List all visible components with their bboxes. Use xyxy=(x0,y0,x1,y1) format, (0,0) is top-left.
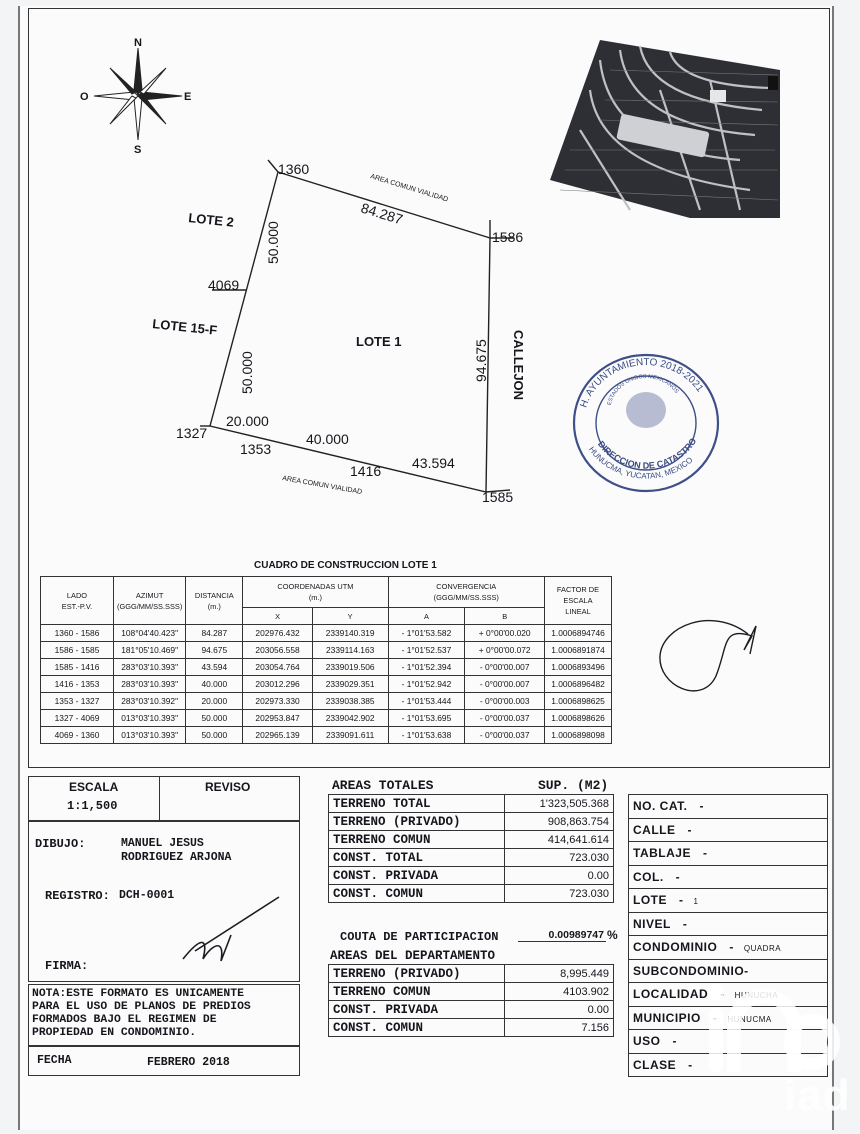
firma-signature xyxy=(169,895,289,975)
table-row: 1353 - 1327 283°03'10.392" 20.000 202973.330 2339038.385 - 1°01'53.444 - 0°00'00.003 1.0006898625 xyxy=(41,693,612,710)
point-1327: 1327 xyxy=(176,425,208,441)
dibujo-name-2: RODRIGUEZ ARJONA xyxy=(121,851,232,864)
catastro-seal xyxy=(566,348,726,498)
hdr-factor: FACTOR DE ESCALA LINEAL xyxy=(545,577,612,625)
dim-43594: 43.594 xyxy=(412,455,455,471)
point-4069: 4069 xyxy=(208,277,240,293)
table-row: CONST. COMUN 7.156 xyxy=(329,1019,614,1037)
table-row: CLASE - xyxy=(629,1053,828,1077)
table-row: 1327 - 4069 013°03'10.393" 50.000 202953.847 2339042.902 - 1°01'53.695 - 0°00'00.037 1.0006898626 xyxy=(41,710,612,727)
compass-rose-icon xyxy=(78,34,198,154)
label-lote-2: LOTE 2 xyxy=(187,210,235,230)
hdr-b: B xyxy=(465,608,545,625)
seal-line-2: HUNUCMA, YUCATAN, MEXICO xyxy=(587,444,695,481)
dim-94675: 94.675 xyxy=(473,339,489,382)
table-row: CONST. PRIVADA 0.00 xyxy=(329,1001,614,1019)
fecha-label: FECHA xyxy=(37,1054,72,1067)
nota-text: NOTA:ESTE FORMATO ES UNICAMENTE PARA EL USO DE PLANOS DE PREDIOS FORMADOS BAJO EL REGIMEN DE PROPIEDAD EN CONDOMINIO. xyxy=(32,988,251,1039)
hdr-a: A xyxy=(388,608,465,625)
point-1353: 1353 xyxy=(240,441,272,457)
registro-label: REGISTRO: xyxy=(45,889,110,903)
iad-logo-icon xyxy=(706,978,846,1082)
dibujo-name-1: MANUEL JESUS xyxy=(121,837,204,850)
construction-title: CUADRO DE CONSTRUCCION LOTE 1 xyxy=(254,560,437,571)
table-row: 1586 - 1585 181°05'10.469" 94.675 203056.558 2339114.163 - 1°01'52.537 + 0°00'00.072 1.0006891874 xyxy=(41,642,612,659)
label-callejon: CALLEJON xyxy=(511,330,526,401)
dim-50000-a: 50.000 xyxy=(265,221,281,264)
table-row: COL. - xyxy=(629,865,828,889)
fecha-box xyxy=(28,1046,300,1076)
table-row: MUNICIPIO HUNUCMA xyxy=(629,1006,828,1030)
dim-84287: 84.287 xyxy=(359,199,405,228)
table-row: CALLE - xyxy=(629,818,828,842)
compass-s: S xyxy=(134,144,142,156)
iad-watermark-text: iad xyxy=(784,1071,851,1120)
areas-totales-table xyxy=(328,794,614,903)
seal-top-text: H. AYUNTAMIENTO 2018-2021 xyxy=(578,356,706,410)
dim-20000: 20.000 xyxy=(226,413,269,429)
table-row: TERRENO TOTAL 1'323,505.368 xyxy=(329,795,614,813)
compass-o: O xyxy=(80,91,89,103)
point-1585: 1585 xyxy=(482,489,514,505)
sup-label: SUP. (M2) xyxy=(538,778,609,793)
area-comun-bottom: AREA COMUN VIALIDAD xyxy=(281,475,363,497)
hdr-x: X xyxy=(243,608,312,625)
table-row: 1416 - 1353 283°03'10.393" 40.000 203012.296 2339029.351 - 1°01'52.942 - 0°00'00.007 1.0006896482 xyxy=(41,676,612,693)
table-row: 1585 - 1416 283°03'10.393" 43.594 203054.764 2339019.506 - 1°01'52.394 - 0°00'00.007 1.0006893496 xyxy=(41,659,612,676)
dibujo-label: DIBUJO: xyxy=(35,837,86,851)
fecha-value: FEBRERO 2018 xyxy=(147,1056,230,1069)
table-row: 1360 - 1586 108°04'40.423" 84.287 202976.432 2339140.319 - 1°01'53.582 + 0°00'00.020 1.0006894746 xyxy=(41,625,612,642)
compass-n: N xyxy=(134,37,142,49)
hdr-azimut: AZIMUT (GGG/MM/SS.SSS) xyxy=(114,577,186,625)
table-row: TERRENO COMUN 414,641.614 xyxy=(329,831,614,849)
couta-value: 0.00989747 xyxy=(518,929,606,942)
table-row: TABLAJE - xyxy=(629,842,828,866)
hdr-distancia: DISTANCIA (m.) xyxy=(186,577,243,625)
point-1586: 1586 xyxy=(492,229,524,245)
label-lote-1: LOTE 1 xyxy=(356,334,402,349)
escala-value: 1:1,500 xyxy=(67,799,118,813)
couta-unit: % xyxy=(607,928,618,942)
couta-label: COUTA DE PARTICIPACION xyxy=(340,930,499,944)
table-row: SUBCONDOMINIO- xyxy=(629,959,828,983)
table-row: CONST. PRIVADA 0.00 xyxy=(329,867,614,885)
firma-label: FIRMA: xyxy=(45,959,89,973)
label-lote-15f: LOTE 15-F xyxy=(151,316,218,338)
table-row: USO - xyxy=(629,1030,828,1054)
iad-watermark-logo xyxy=(706,978,851,1128)
reviso-label: REVISO xyxy=(205,780,251,794)
nota-box xyxy=(28,984,300,1046)
table-row: TERRENO (PRIVADO) 908,863.754 xyxy=(329,813,614,831)
construction-rows xyxy=(41,625,612,744)
hdr-y: Y xyxy=(312,608,388,625)
signature-scribble xyxy=(652,606,772,716)
escala-label: ESCALA xyxy=(69,780,119,794)
seal-inner-text: ESTADOS UNIDOS MEXICANOS xyxy=(606,373,680,406)
table-row: NIVEL - xyxy=(629,912,828,936)
table-row: CONST. TOTAL 723.030 xyxy=(329,849,614,867)
hdr-coord: COORDENADAS UTM (m.) xyxy=(243,577,388,608)
hdr-conv: CONVERGENCIA (GGG/MM/SS.SSS) xyxy=(388,577,544,608)
construction-table xyxy=(40,576,612,744)
seal-line-1: DIRECCION DE CATASTRO xyxy=(595,436,699,471)
areas-depto-title: AREAS DEL DEPARTAMENTO xyxy=(330,949,496,963)
escala-box xyxy=(28,776,300,822)
point-1416: 1416 xyxy=(350,463,382,479)
hdr-lado: LADO EST.-P.V. xyxy=(41,577,114,625)
table-row: CONDOMINIO - QUADRA xyxy=(629,936,828,960)
table-row: TERRENO COMUN 4103.902 xyxy=(329,983,614,1001)
dim-40000: 40.000 xyxy=(306,431,349,447)
areas-depto-table xyxy=(328,964,614,1037)
registro-value: DCH-0001 xyxy=(119,889,175,902)
table-row: TERRENO (PRIVADO) 8,995.449 xyxy=(329,965,614,983)
areas-totales-title: AREAS TOTALES xyxy=(332,778,434,793)
lot-plan-drawing xyxy=(151,150,560,520)
table-row: 4069 - 1360 013°03'10.393" 50.000 202965.139 2339091.611 - 1°01'53.638 - 0°00'00.037 1.0006898098 xyxy=(41,727,612,744)
table-row: LOTE - 1 xyxy=(629,889,828,913)
table-row: LOCALIDAD HUNUCHA xyxy=(629,983,828,1007)
compass-e: E xyxy=(184,91,192,103)
dim-50000-b: 50.000 xyxy=(239,351,255,394)
dibujo-box xyxy=(28,820,300,982)
point-1360: 1360 xyxy=(278,161,310,177)
table-row: NO. CAT. - xyxy=(629,795,828,819)
location-minimap xyxy=(540,30,792,218)
area-comun-top: AREA COMUN VIALIDAD xyxy=(369,173,449,204)
table-row: CONST. COMUN 723.030 xyxy=(329,885,614,903)
